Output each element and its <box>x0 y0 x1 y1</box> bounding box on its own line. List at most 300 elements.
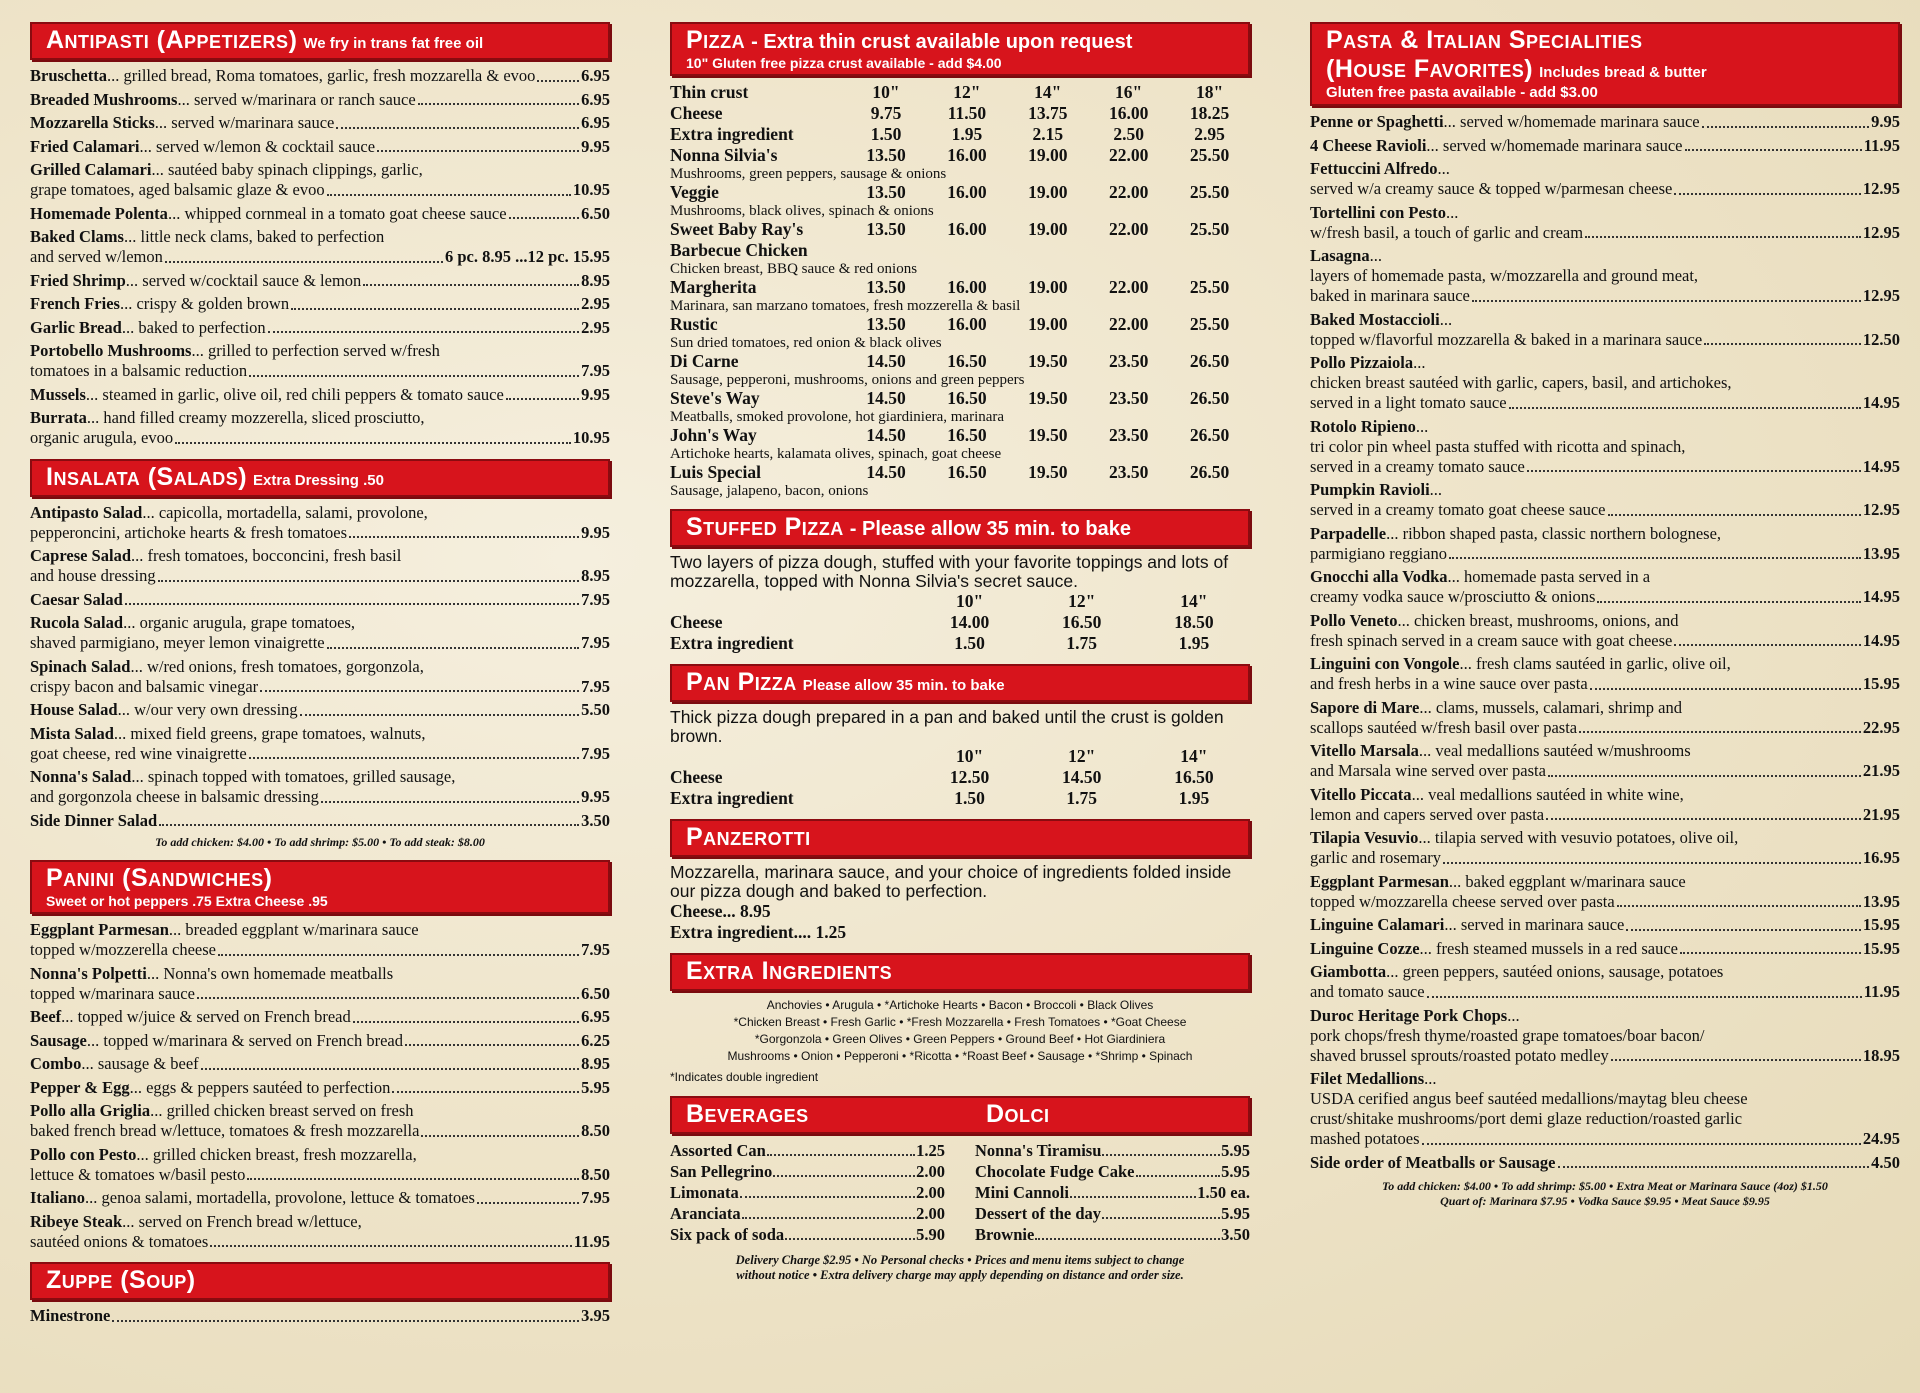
item-price-line <box>30 318 610 339</box>
pizza-name-text: Steve's Way <box>670 388 760 408</box>
item-price-line <box>30 940 610 961</box>
item-name: Pepper & Egg <box>30 1077 130 1097</box>
pizza-name-text: Cheese <box>670 103 723 123</box>
pizza-price: 19.50 <box>1028 351 1068 371</box>
item-first-line <box>1310 611 1900 631</box>
item-name: Fettuccini Alfredo <box>1310 159 1438 178</box>
menu-item <box>1310 417 1900 478</box>
item-price-line <box>30 1232 610 1253</box>
pizza-name <box>670 388 846 409</box>
leader-dots <box>1680 952 1861 954</box>
item-price-line <box>1310 286 1900 307</box>
menu-item <box>30 920 610 961</box>
item-first-line <box>1310 698 1900 718</box>
item-price-line <box>1310 718 1900 739</box>
pizza-price: 22.00 <box>1108 314 1149 334</box>
item-name: Tortellini con Pesto <box>1310 202 1446 222</box>
item-description: ... Nonna's own homemade meatballs <box>146 963 394 983</box>
menu-item <box>30 657 610 698</box>
item-text <box>30 294 289 315</box>
item-price-line <box>30 247 610 268</box>
item-description: ... homemade pasta served in a <box>1447 567 1651 586</box>
item-name: Baked Mostaccioli <box>1310 309 1440 329</box>
item-description: baked french bread w/lettuce, tomatoes & fresh mozzarella <box>30 1121 420 1140</box>
item-price-line <box>1310 136 1900 157</box>
item-price: 15.95 <box>1862 915 1900 934</box>
item-description: shaved brussel sprouts/roasted potato medley <box>1310 1045 1609 1065</box>
pizza-row <box>670 145 1250 166</box>
size-header: 10" <box>955 591 984 611</box>
leader-dots <box>249 757 579 759</box>
item-price-line <box>1310 1129 1900 1150</box>
item-description: topped w/mozzarella cheese served over pasta <box>1310 891 1615 911</box>
item-description: and fresh herbs in a wine sauce over pasta <box>1310 674 1588 693</box>
leader-dots <box>218 954 579 956</box>
menu-item <box>30 700 610 721</box>
item-price: 6.95 <box>581 113 610 132</box>
item-price: 18.95 <box>1862 1045 1900 1065</box>
pizza-toppings-row <box>670 298 1250 314</box>
delivery-line: without notice • Extra delivery charge may apply depending on distance and order size. <box>736 1268 1184 1282</box>
pizza-toppings: Meatballs, smoked provolone, hot giardiniera, marinara <box>670 409 1005 425</box>
item-price: 24.95 <box>1862 1129 1900 1148</box>
menu-item <box>1310 353 1900 414</box>
size-header: 14" <box>1180 746 1208 766</box>
item-price: 5.95 <box>581 1077 610 1097</box>
item-name: Pollo Pizzaiola <box>1310 353 1414 372</box>
leader-dots <box>1443 862 1861 864</box>
item-name: Pollo con Pesto <box>30 1144 137 1164</box>
pizza-price: 22.00 <box>1108 182 1149 202</box>
item-text <box>30 590 123 611</box>
menu-item <box>30 341 610 382</box>
item-price: 3.50 <box>581 810 610 830</box>
drink-or-dessert-item <box>975 1182 1250 1203</box>
item-name: Side order of Meatballs or Sausage <box>1310 1152 1556 1172</box>
size-header-row <box>670 591 1250 612</box>
pizza-name-text: Cheese <box>670 612 723 632</box>
item-price: 6.50 <box>581 983 610 1003</box>
item-description: ... w/our very own dressing <box>117 700 298 719</box>
size-header-label <box>670 746 914 767</box>
item-price: 1.50 ea. <box>1197 1183 1250 1202</box>
item-name: Giambotta <box>1310 962 1387 981</box>
leader-dots <box>247 1178 579 1180</box>
pizza-toppings-row <box>670 483 1250 499</box>
panini-header: Panini (Sandwiches) Sweet or hot peppers .75 Extra Cheese .95 <box>30 860 610 914</box>
menu-item <box>1310 741 1900 782</box>
item-first-line <box>1310 654 1900 674</box>
item-name: Pollo alla Griglia <box>30 1101 151 1120</box>
item-description: ... <box>1439 309 1453 329</box>
item-description: organic arugula, evoo <box>30 428 174 447</box>
item-text <box>30 137 375 158</box>
item-name: Linguine Calamari <box>1310 915 1445 934</box>
item-name: Eggplant Parmesan <box>1310 871 1449 891</box>
pizza-row <box>670 314 1250 335</box>
menu-item <box>1310 872 1900 913</box>
item-name: Eggplant Parmesan <box>30 920 169 939</box>
item-price-line <box>30 1078 610 1099</box>
item-description: ... organic arugula, grape tomatoes, <box>123 613 356 632</box>
item-price-line <box>1310 674 1900 695</box>
item-price: 9.95 <box>1871 112 1900 131</box>
zuppe-header: Zuppe (Soup) <box>30 1262 610 1300</box>
pizza-name-text: Cheese <box>670 767 723 787</box>
item-name: Mista Salad <box>30 723 114 743</box>
menu-item <box>30 385 610 406</box>
item-description: ... served w/marinara or ranch sauce <box>177 89 416 109</box>
pizza-toppings-row <box>670 372 1250 388</box>
item-price-line <box>30 428 610 449</box>
item-text <box>1310 939 1678 960</box>
menu-item <box>30 767 610 808</box>
stuffed-pizza-header: Stuffed Pizza - Please allow 35 min. to bake <box>670 509 1250 547</box>
pizza-toppings-row <box>670 261 1250 277</box>
menu-item <box>30 227 610 268</box>
item-name: Nonna's Salad <box>30 767 132 786</box>
drink-or-dessert-item <box>670 1203 945 1224</box>
leader-dots <box>392 1091 579 1093</box>
item-price: 14.95 <box>1862 456 1900 476</box>
item-price: 7.95 <box>581 940 610 959</box>
pizza-price: 13.50 <box>866 314 906 334</box>
item-first-line <box>30 767 610 787</box>
item-price: 14.95 <box>1862 630 1900 650</box>
pizza-row <box>670 612 1250 633</box>
item-text <box>30 1054 199 1075</box>
pizza-price: 13.50 <box>866 182 906 202</box>
leader-dots <box>1702 126 1869 128</box>
item-first-line <box>30 1101 610 1121</box>
pizza-price: 22.00 <box>1108 219 1149 239</box>
menu-item <box>1310 136 1900 157</box>
item-price: 2.95 <box>581 294 610 313</box>
item-name: Fried Calamari <box>30 136 140 156</box>
item-price: 3.50 <box>1221 1225 1250 1244</box>
item-first-line <box>1310 524 1900 544</box>
pizza-toppings: Mushrooms, green peppers, sausage & onions <box>670 166 947 182</box>
item-description: ... eggs & peppers sautéed to perfection <box>129 1077 391 1097</box>
item-text <box>30 1078 390 1099</box>
pizza-name-text: Luis Special <box>670 462 761 482</box>
leader-dots <box>197 997 579 999</box>
menu-item <box>1310 654 1900 695</box>
item-first-line <box>30 613 610 633</box>
item-price: 9.95 <box>581 787 610 806</box>
drink-or-dessert-item <box>975 1203 1250 1224</box>
item-name: Ribeye Steak <box>30 1211 123 1231</box>
item-description: ... spinach topped with tomatoes, grilled sausage, <box>131 767 456 786</box>
leader-dots <box>363 284 579 286</box>
drink-or-dessert-item <box>975 1224 1250 1245</box>
item-name: Aranciata <box>670 1204 741 1223</box>
item-description: ... fresh tomatoes, bocconcini, fresh basil <box>131 546 402 565</box>
leader-dots <box>1449 557 1861 559</box>
item-price: 5.95 <box>1221 1162 1250 1181</box>
pizza-price: 26.50 <box>1189 462 1230 482</box>
item-name: Grilled Calamari <box>30 160 152 179</box>
item-description: ... baked to perfection <box>121 317 266 337</box>
beverages-dolci <box>670 1140 1250 1245</box>
leader-dots <box>506 398 579 400</box>
pizza-toppings-row <box>670 446 1250 462</box>
leader-dots <box>165 261 443 263</box>
pizza-name-text: Margherita <box>670 277 757 297</box>
pizza-name <box>670 145 846 166</box>
item-description: ... fresh clams sautéed in garlic, olive oil, <box>1459 654 1731 673</box>
item-name: San Pellegrino <box>670 1162 773 1181</box>
item-name: Mussels <box>30 384 86 404</box>
size-header: 16" <box>1115 82 1143 102</box>
item-description-line: crust/shitake mushrooms/port demi glaze reduction/roasted garlic <box>1310 1109 1743 1128</box>
pizza-price: 13.75 <box>1028 103 1068 123</box>
item-price: 6.95 <box>581 1007 610 1026</box>
dolci-list <box>975 1140 1250 1245</box>
pizza-price: 2.95 <box>1194 124 1225 144</box>
menu-item <box>30 271 610 292</box>
pizza-price: 25.50 <box>1189 145 1230 165</box>
item-text <box>30 204 507 225</box>
pizza-row <box>670 462 1250 483</box>
item-price-line <box>30 1031 610 1052</box>
pizza-price: 16.50 <box>1174 767 1214 787</box>
item-price: 13.95 <box>1862 543 1900 563</box>
leader-dots <box>1579 731 1861 733</box>
leader-dots <box>1035 1238 1220 1240</box>
item-description: topped w/mozzerella cheese <box>30 940 216 959</box>
leader-dots <box>767 1154 915 1156</box>
item-description: ... served on French bread w/lettuce, <box>122 1211 362 1231</box>
item-first-line <box>1310 1069 1900 1089</box>
item-description-line: layers of homemade pasta, w/mozzarella and ground meat, <box>1310 266 1699 285</box>
leader-dots <box>1427 996 1862 998</box>
item-description: lettuce & tomatoes w/basil pesto <box>30 1164 246 1184</box>
menu-item <box>30 546 610 587</box>
pizza-name-text: Veggie <box>670 182 719 202</box>
menu-item <box>30 294 610 315</box>
item-price: 2.95 <box>581 317 610 337</box>
menu-item <box>30 160 610 201</box>
item-price: 7.95 <box>581 633 610 652</box>
leader-dots <box>1102 1217 1220 1219</box>
pizza-name <box>670 182 846 203</box>
item-description: ... <box>1424 1069 1437 1088</box>
item-price-line <box>30 1007 610 1028</box>
pizza-price: 23.50 <box>1108 425 1149 445</box>
menu-item <box>1310 159 1900 200</box>
item-description: w/fresh basil, a touch of garlic and cream <box>1310 222 1584 242</box>
item-description: lemon and capers served over pasta <box>1310 804 1545 824</box>
item-price-line <box>1310 457 1900 478</box>
item-name: Fried Shrimp <box>30 270 126 290</box>
item-description: ... chicken breast, mushrooms, onions, and <box>1397 610 1679 630</box>
pizza-price: 25.50 <box>1189 314 1230 334</box>
item-description: ... genoa salami, mortadella, provolone, lettuce & tomatoes <box>85 1188 475 1207</box>
item-price-line <box>1310 112 1900 133</box>
item-text <box>1310 136 1683 157</box>
leader-dots <box>785 1238 915 1240</box>
item-price: 8.95 <box>581 1054 610 1073</box>
pizza-name <box>670 219 846 261</box>
pizza-price: 14.50 <box>1062 767 1102 787</box>
pasta-note-line: To add chicken: $4.00 • To add shrimp: $5.00 • Extra Meat or Marinara Sauce (4oz) $1.50 <box>1382 1179 1828 1193</box>
pizza-name-text: John's Way <box>670 425 757 445</box>
item-price-line <box>30 137 610 158</box>
pizza-name <box>670 788 914 809</box>
item-description: served in a light tomato sauce <box>1310 393 1507 412</box>
item-description: ... topped w/marinara & served on French bread <box>86 1030 404 1050</box>
ingredients-line: Anchovies • Arugula • *Artichoke Hearts • Bacon • Broccoli • Black Olives <box>766 998 1154 1012</box>
item-description: ... grilled chicken breast served on fresh <box>150 1101 414 1120</box>
item-description-line: chicken breast sautéed with garlic, capers, basil, and artichokes, <box>1310 373 1732 392</box>
item-description: and house dressing <box>30 566 156 585</box>
item-name: Tilapia Vesuvio <box>1310 828 1419 847</box>
item-name: Caesar Salad <box>30 589 123 609</box>
item-price: 7.95 <box>581 743 610 763</box>
stuffed-pizza-table <box>670 591 1250 654</box>
leader-dots <box>268 331 579 333</box>
leader-dots <box>349 536 579 538</box>
item-description: parmigiano reggiano <box>1310 543 1447 563</box>
item-price-line <box>1310 500 1900 521</box>
pizza-price: 1.75 <box>1066 633 1098 653</box>
pasta-list <box>1310 112 1900 1173</box>
item-description: ... steamed in garlic, olive oil, red chili peppers & tomato sauce <box>85 384 504 404</box>
item-name: Pumpkin Ravioli <box>1310 480 1430 499</box>
size-header-label: Thin crust <box>670 82 749 102</box>
item-price: 6 pc. 8.95 ...12 pc. 15.95 <box>445 247 610 266</box>
item-name: Rotolo Ripieno <box>1310 416 1416 436</box>
leader-dots <box>742 1217 916 1219</box>
item-price: 8.95 <box>581 566 610 585</box>
pasta-header: Pasta & Italian Specialities (House Favorites) Includes bread & butter Gluten free pasta available - add $3.00 <box>1310 22 1900 106</box>
item-price: 11.95 <box>1863 135 1900 155</box>
item-description: ... clams, mussels, calamari, shrimp and <box>1419 697 1682 717</box>
pizza-row <box>670 425 1250 446</box>
pizza-price: 19.00 <box>1028 314 1068 334</box>
pizza-toppings: Sausage, pepperoni, mushrooms, onions and green peppers <box>670 372 1025 388</box>
item-name: Nonna's Polpetti <box>30 963 147 983</box>
pizza-name <box>670 425 846 446</box>
leader-dots <box>1422 1143 1861 1145</box>
pizza-row <box>670 388 1250 409</box>
leader-dots <box>336 127 579 129</box>
item-price-line <box>1310 1046 1900 1067</box>
ingredients-line: *Gorgonzola • Green Olives • Green Peppers • Ground Beef • Hot Giardiniera <box>754 1032 1166 1046</box>
menu-item <box>30 1188 610 1209</box>
item-price: 14.95 <box>1862 393 1900 412</box>
pizza-price: 26.50 <box>1189 425 1230 445</box>
item-first-line <box>30 920 610 940</box>
menu-item <box>30 1007 610 1028</box>
item-price: 11.95 <box>1863 982 1900 1001</box>
item-description: ... served w/marinara sauce <box>154 113 335 132</box>
item-price: 2.00 <box>916 1183 945 1202</box>
item-description: garlic and rosemary <box>1310 848 1442 867</box>
menu-item <box>30 1054 610 1075</box>
item-description: ... <box>1369 246 1382 265</box>
item-description: ... topped w/juice & served on French bread <box>61 1007 351 1026</box>
item-description: served w/a creamy sauce & topped w/parmesan cheese <box>1310 179 1673 198</box>
item-first-line <box>30 1212 610 1232</box>
item-first-line <box>30 503 610 523</box>
item-description-line: USDA cerified angus beef sautéed medallions/maytag bleu cheese <box>1310 1089 1748 1108</box>
item-description: ... fresh steamed mussels in a red sauce <box>1419 938 1678 958</box>
pizza-price: 19.50 <box>1028 388 1068 408</box>
pizza-price: 1.50 <box>870 124 902 144</box>
item-price: 5.50 <box>581 700 610 719</box>
item-text <box>30 113 334 134</box>
item-price-line <box>1310 631 1900 652</box>
item-price: 14.95 <box>1862 587 1900 606</box>
pizza-price: 13.50 <box>866 277 906 297</box>
item-name: Baked Clams <box>30 227 124 246</box>
pizza-toppings: Sausage, jalapeno, bacon, onions <box>670 483 869 499</box>
pizza-header: Pizza - Extra thin crust available upon request 10" Gluten free pizza crust available - add $4.00 <box>670 22 1250 76</box>
leader-dots <box>158 580 580 582</box>
item-price-line <box>30 271 610 292</box>
panzerotti-description: Mozzarella, marinara sauce, and your choice of ingredients folded inside our pizza dough and baked to perfection. <box>670 862 1232 901</box>
item-description: ... w/red onions, fresh tomatoes, gorgonzola, <box>130 656 424 676</box>
item-price-line <box>1310 1153 1900 1174</box>
item-price: 7.95 <box>581 1188 610 1207</box>
pizza-price: 2.15 <box>1032 124 1064 144</box>
pizza-price: 14.50 <box>866 462 906 482</box>
zuppe-list <box>30 1306 610 1327</box>
menu-item <box>1310 698 1900 739</box>
item-name: House Salad <box>30 700 118 719</box>
item-description: ... breaded eggplant w/marinara sauce <box>168 920 419 939</box>
item-first-line <box>1310 159 1900 179</box>
item-price-line <box>1310 892 1900 913</box>
pizza-toppings: Artichoke hearts, kalamata olives, spinach, goat cheese <box>670 446 1002 462</box>
menu-item <box>30 1101 610 1142</box>
item-description: ... veal medallions sautéed in white wine, <box>1411 784 1684 804</box>
item-description: ... <box>1429 480 1443 499</box>
menu-item <box>30 964 610 1005</box>
item-price: 13.95 <box>1862 891 1900 911</box>
insalata-list <box>30 503 610 832</box>
item-price-line <box>30 677 610 698</box>
item-first-line <box>30 160 610 180</box>
size-header: 10" <box>955 746 984 766</box>
item-description: ... grilled chicken breast, fresh mozzarella, <box>136 1144 417 1164</box>
item-price: 12.95 <box>1862 222 1900 242</box>
pizza-price: 23.50 <box>1108 462 1149 482</box>
item-name: Gnocchi alla Vodka <box>1310 567 1448 586</box>
item-text <box>30 700 298 721</box>
item-price: 2.00 <box>916 1204 945 1223</box>
pizza-price: 14.00 <box>949 612 990 632</box>
item-price-line <box>30 361 610 382</box>
item-first-line <box>1310 567 1900 587</box>
pizza-toppings: Mushrooms, black olives, spinach & onions <box>670 203 934 219</box>
item-description: ... tilapia served with vesuvio potatoes, olive oil, <box>1418 828 1739 847</box>
item-price: 9.95 <box>581 384 610 404</box>
pizza-name <box>670 124 846 145</box>
leader-dots <box>1590 688 1861 690</box>
item-text <box>30 1007 351 1028</box>
item-name: Penne or Spaghetti <box>1310 112 1444 131</box>
item-description: creamy vodka sauce w/prosciutto & onions <box>1310 587 1596 606</box>
leader-dots <box>327 194 571 196</box>
item-description: goat cheese, red wine vinaigrette <box>30 743 247 763</box>
item-name: Minestrone <box>30 1306 111 1325</box>
pizza-price: 19.00 <box>1028 219 1068 239</box>
item-first-line <box>30 546 610 566</box>
leader-dots <box>175 442 571 444</box>
